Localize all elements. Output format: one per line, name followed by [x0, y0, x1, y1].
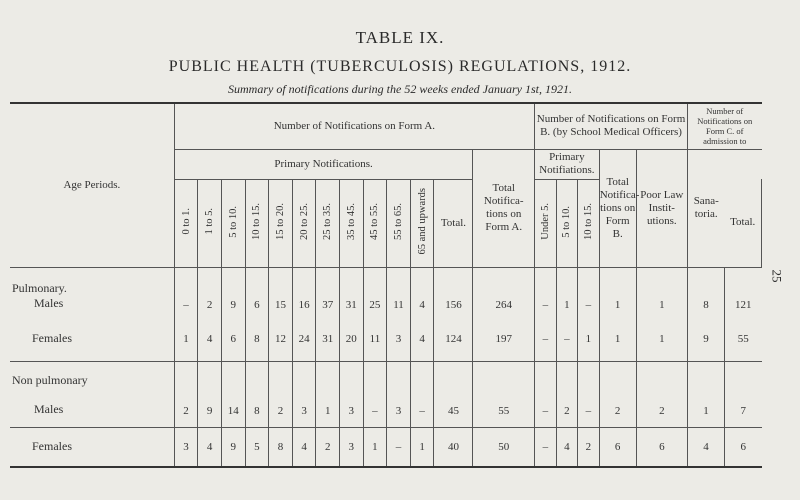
- table-cell: –: [410, 361, 434, 427]
- table-cell: 25: [363, 267, 387, 317]
- table-cell: 1: [363, 427, 387, 467]
- table-cell: 1: [556, 267, 578, 317]
- table-cell: 2: [316, 427, 340, 467]
- age-col-header-b: Under 5.: [535, 179, 557, 267]
- table-cell-total-form-a: 197: [473, 317, 535, 361]
- table-title: TABLE IX.: [355, 28, 445, 47]
- table-cell: 1: [578, 317, 600, 361]
- table-cell: –: [578, 361, 600, 427]
- table-cell-total: 156: [434, 267, 473, 317]
- table-cell: 14: [221, 361, 245, 427]
- table-cell: 9: [221, 267, 245, 317]
- row-label: Females: [10, 427, 174, 467]
- sanatoria-header: Sana-toria.: [693, 195, 719, 220]
- age-col-header: 65 and upwards: [410, 179, 434, 267]
- table-cell-total-b: 6: [599, 427, 636, 467]
- row-label-pulmonary-males: [10, 267, 174, 317]
- table-cell: 2: [556, 361, 578, 427]
- table-cell: 31: [340, 267, 364, 317]
- table-cell: 3: [387, 317, 411, 361]
- table-cell: –: [363, 361, 387, 427]
- table-cell: 20: [340, 317, 364, 361]
- table-cell-total-b: 1: [599, 267, 636, 317]
- table-cell-total-form-b: 1: [636, 317, 687, 361]
- table-cell-sanatoria: 6: [724, 427, 761, 467]
- table-cell: 4: [410, 267, 434, 317]
- table-cell: –: [535, 361, 557, 427]
- table-cell: 6: [245, 267, 269, 317]
- table-cell: –: [556, 317, 578, 361]
- table-cell-total: 124: [434, 317, 473, 361]
- page-number: 25: [769, 269, 785, 283]
- age-col-header: 25 to 35.: [316, 179, 340, 267]
- table-cell: 2: [269, 361, 293, 427]
- total-form-a-header: Total Notifica-tions on Form A.: [473, 149, 535, 267]
- table-cell: 11: [363, 317, 387, 361]
- row-label: Males: [34, 401, 64, 416]
- row-label: Males: [34, 296, 64, 310]
- age-col-header: 10 to 15.: [245, 179, 269, 267]
- table-cell-total: 45: [434, 361, 473, 427]
- table-cell-total-b: 2: [599, 361, 636, 427]
- table-cell-poor-law: 9: [687, 317, 724, 361]
- total-form-b-header: Total Notifica-tions on Form B.: [599, 149, 636, 267]
- table-cell: –: [174, 267, 198, 317]
- table-cell: 1: [316, 361, 340, 427]
- primary-b-header: Primary Notifiations.: [535, 149, 600, 179]
- table-cell-total: 40: [434, 427, 473, 467]
- table-cell: 4: [292, 427, 316, 467]
- age-periods-header: Age Periods.: [10, 103, 174, 267]
- table-cell: 4: [410, 317, 434, 361]
- section-label-pulmonary: Pulmonary.: [12, 281, 67, 295]
- table-cell: 24: [292, 317, 316, 361]
- table-cell-total-form-a: 264: [473, 267, 535, 317]
- row-label: Females: [10, 317, 174, 361]
- table-cell: 3: [387, 361, 411, 427]
- age-col-header: 0 to 1.: [174, 179, 198, 267]
- age-col-header: 45 to 55.: [363, 179, 387, 267]
- table-cell-sanatoria: 121: [724, 267, 761, 317]
- age-col-header: 55 to 65.: [387, 179, 411, 267]
- table-cell-total-form-a: 50: [473, 427, 535, 467]
- table-cell: 8: [245, 361, 269, 427]
- table-cell: –: [535, 317, 557, 361]
- table-cell-total-b: 1: [599, 317, 636, 361]
- table-cell: 16: [292, 267, 316, 317]
- table-cell: 15: [269, 267, 293, 317]
- poor-law-header: Poor Law Instit-utions.: [636, 149, 687, 267]
- table-caption: Summary of notifications during the 52 weeks ended January 1st, 1921.: [228, 82, 572, 96]
- table-cell-total-form-a: 55: [473, 361, 535, 427]
- table-cell-total-form-b: 6: [636, 427, 687, 467]
- table-cell: –: [535, 267, 557, 317]
- age-col-header: 35 to 45.: [340, 179, 364, 267]
- table-cell-poor-law: 8: [687, 267, 724, 317]
- table-cell: 2: [174, 361, 198, 427]
- form-c-header: Number of Notifications on Form C. of admission to: [687, 103, 761, 149]
- table-cell-poor-law: 4: [687, 427, 724, 467]
- table-cell: 2: [198, 267, 222, 317]
- table-cell: 2: [578, 427, 600, 467]
- table-cell: –: [578, 267, 600, 317]
- age-col-header: 15 to 20.: [269, 179, 293, 267]
- table-cell: 4: [198, 317, 222, 361]
- age-col-header: 5 to 10.: [221, 179, 245, 267]
- table-cell: 4: [556, 427, 578, 467]
- age-col-header-b: 10 to 15.: [578, 179, 600, 267]
- table-cell-sanatoria: 7: [724, 361, 761, 427]
- table-cell: –: [387, 427, 411, 467]
- table-cell: 1: [410, 427, 434, 467]
- table-cell: 4: [198, 427, 222, 467]
- form-a-header: Number of Notifications on Form A.: [174, 103, 534, 149]
- table-cell-total-form-b: 1: [636, 267, 687, 317]
- age-col-header-b: 5 to 10.: [556, 179, 578, 267]
- table-cell: 3: [340, 427, 364, 467]
- form-b-header: Number of Notifications on Form B. (by School Medical Officers): [535, 103, 688, 149]
- row-label-nonpulmonary-males: [10, 361, 174, 427]
- table-cell: 6: [221, 317, 245, 361]
- table-cell: 9: [198, 361, 222, 427]
- table-cell: –: [535, 427, 557, 467]
- table-cell: 11: [387, 267, 411, 317]
- age-col-header: 20 to 25.: [292, 179, 316, 267]
- table-cell-sanatoria: 55: [724, 317, 761, 361]
- table-cell: 8: [245, 317, 269, 361]
- table-cell-poor-law: 1: [687, 361, 724, 427]
- table-cell: 5: [245, 427, 269, 467]
- table-cell: 9: [221, 427, 245, 467]
- table-cell: 31: [316, 317, 340, 361]
- age-col-header: 1 to 5.: [198, 179, 222, 267]
- section-label-non-pulmonary: Non pulmonary: [12, 372, 88, 387]
- table-cell: 37: [316, 267, 340, 317]
- table-cell: 1: [174, 317, 198, 361]
- total-b-col-header: Total.: [724, 179, 761, 267]
- table-cell: 3: [292, 361, 316, 427]
- table-subtitle: PUBLIC HEALTH (TUBERCULOSIS) REGULATIONS, 1912.: [168, 58, 632, 75]
- table-cell: 8: [269, 427, 293, 467]
- table-cell: 12: [269, 317, 293, 361]
- notifications-table: [10, 102, 762, 468]
- primary-a-header: Primary Notifications.: [174, 149, 473, 179]
- table-cell-total-form-b: 2: [636, 361, 687, 427]
- table-cell: 3: [340, 361, 364, 427]
- table-cell: 3: [174, 427, 198, 467]
- total-a-col-header: Total.: [434, 179, 473, 267]
